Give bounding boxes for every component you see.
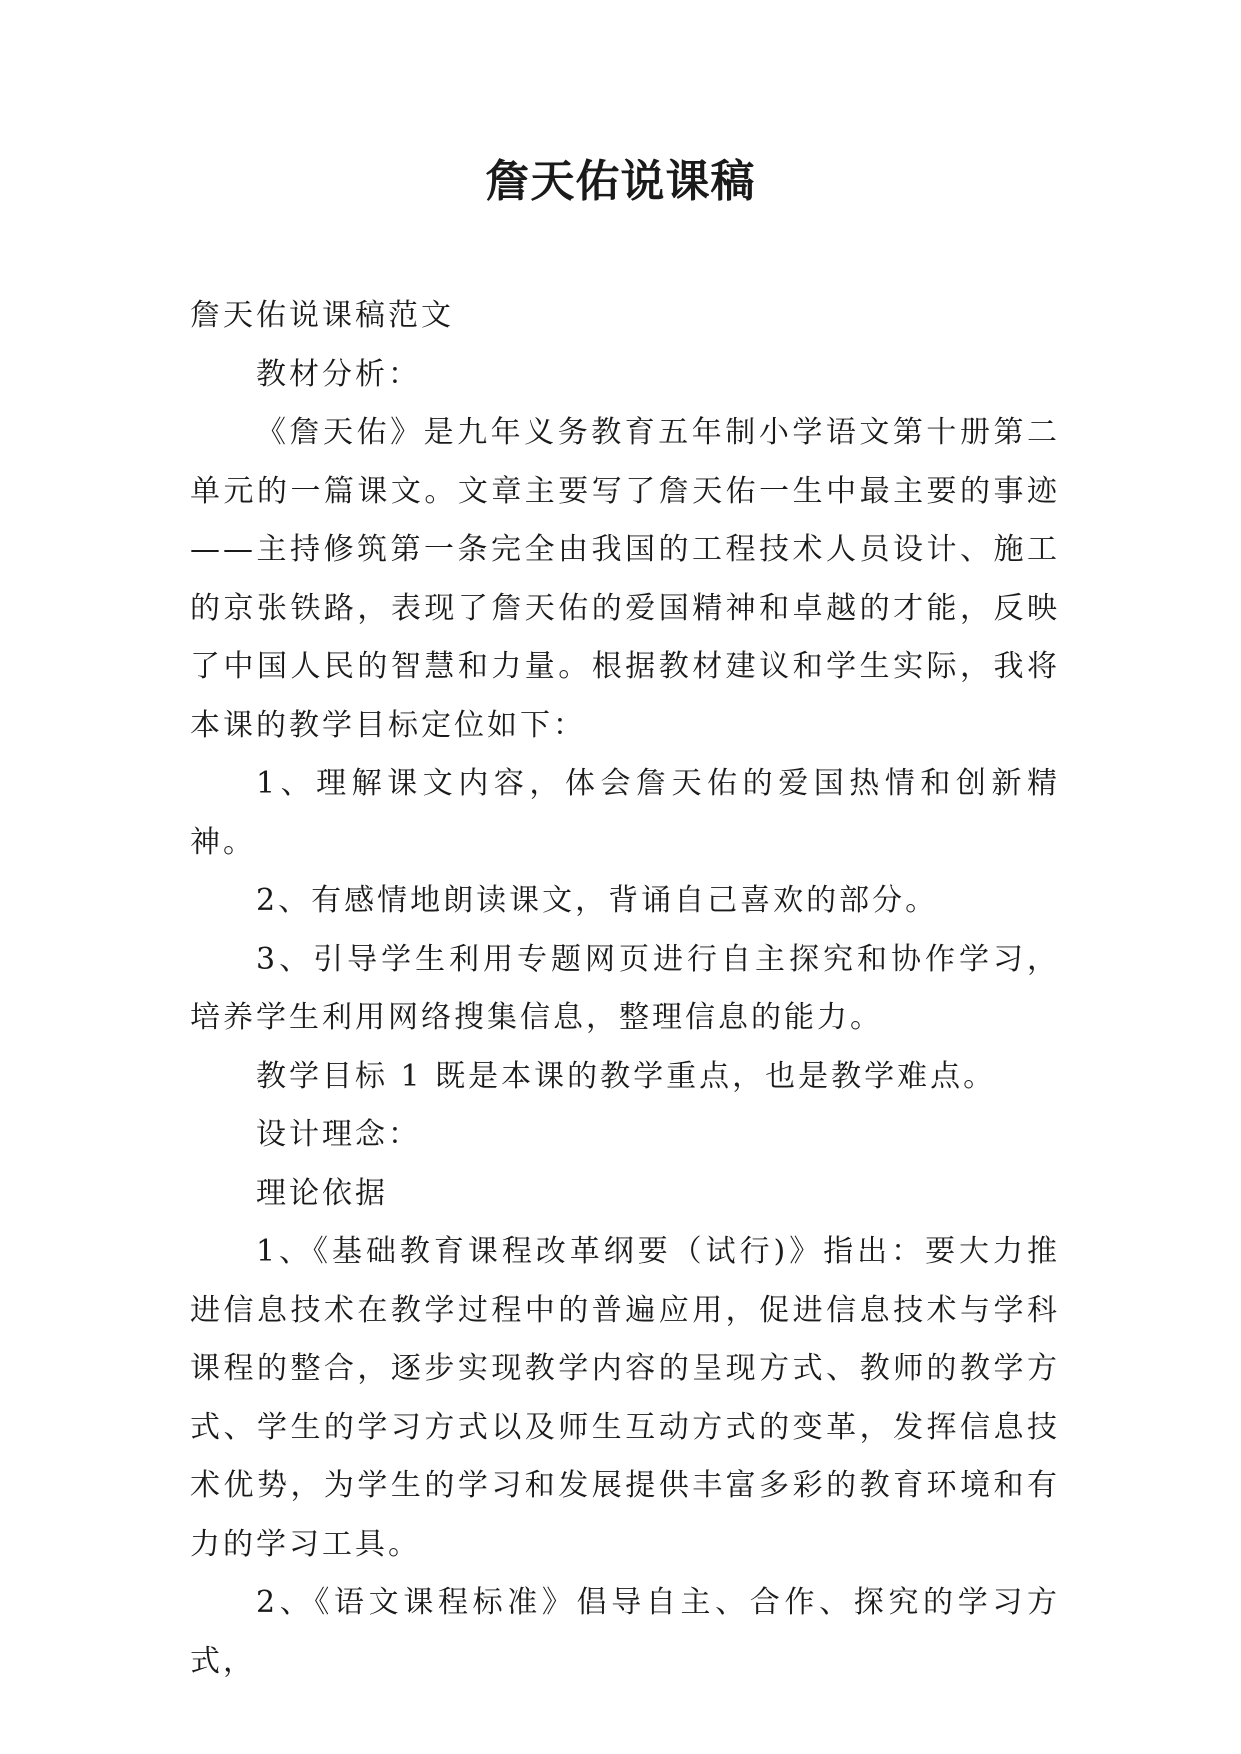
paragraph-theory-1: 1、《基础教育课程改革纲要（试行)》指出：要大力推进信息技术在教学过程中的普遍应用，促进信息技术与学科课程的整合，逐步实现教学内容的呈现方式、教师的教学方式、学生的学习方式以及师生互动方式的变革，发挥信息技术优势，为学生的学习和发展提供丰富多彩的教育环境和有力的学习工具。 <box>190 1234 1060 1562</box>
document-title: 詹天佑说课稿 <box>485 156 756 207</box>
paragraph-theory-2: 2、《语文课程标准》倡导自主、合作、探究的学习方式， <box>190 1585 1060 1679</box>
paragraph-heading-theory-basis: 理论依据 <box>256 1175 388 1211</box>
paragraph-key-point: 教学目标 1 既是本课的教学重点，也是教学难点。 <box>256 1058 997 1094</box>
paragraph-subtitle: 詹天佑说课稿范文 <box>190 298 454 333</box>
document-body <box>190 287 1060 1691</box>
paragraph-goal-3: 3、引导学生利用专题网页进行自主探究和协作学习，培养学生利用网络搜集信息，整理信息的能力。 <box>190 941 1060 1035</box>
paragraph-heading-design-concept: 设计理念： <box>256 1117 421 1152</box>
paragraph-heading-material-analysis: 教材分析： <box>256 356 421 392</box>
paragraph-goal-2: 2、有感情地朗读课文，背诵自己喜欢的部分。 <box>256 883 939 918</box>
paragraph-goal-1: 1、理解课文内容，体会詹天佑的爱国热情和创新精神。 <box>190 766 1060 860</box>
paragraph-material-description: 《詹天佑》是九年义务教育五年制小学语文第十册第二单元的一篇课文。文章主要写了詹天佑一生中最主要的事迹——主持修筑第一条完全由我国的工程技术人员设计、施工的京张铁路，表现了詹天佑的爱国精神和卓越的才能，反映了中国人民的智慧和力量。根据教材建议和学生实际，我将本课的教学目标定位如下： <box>190 415 1060 743</box>
